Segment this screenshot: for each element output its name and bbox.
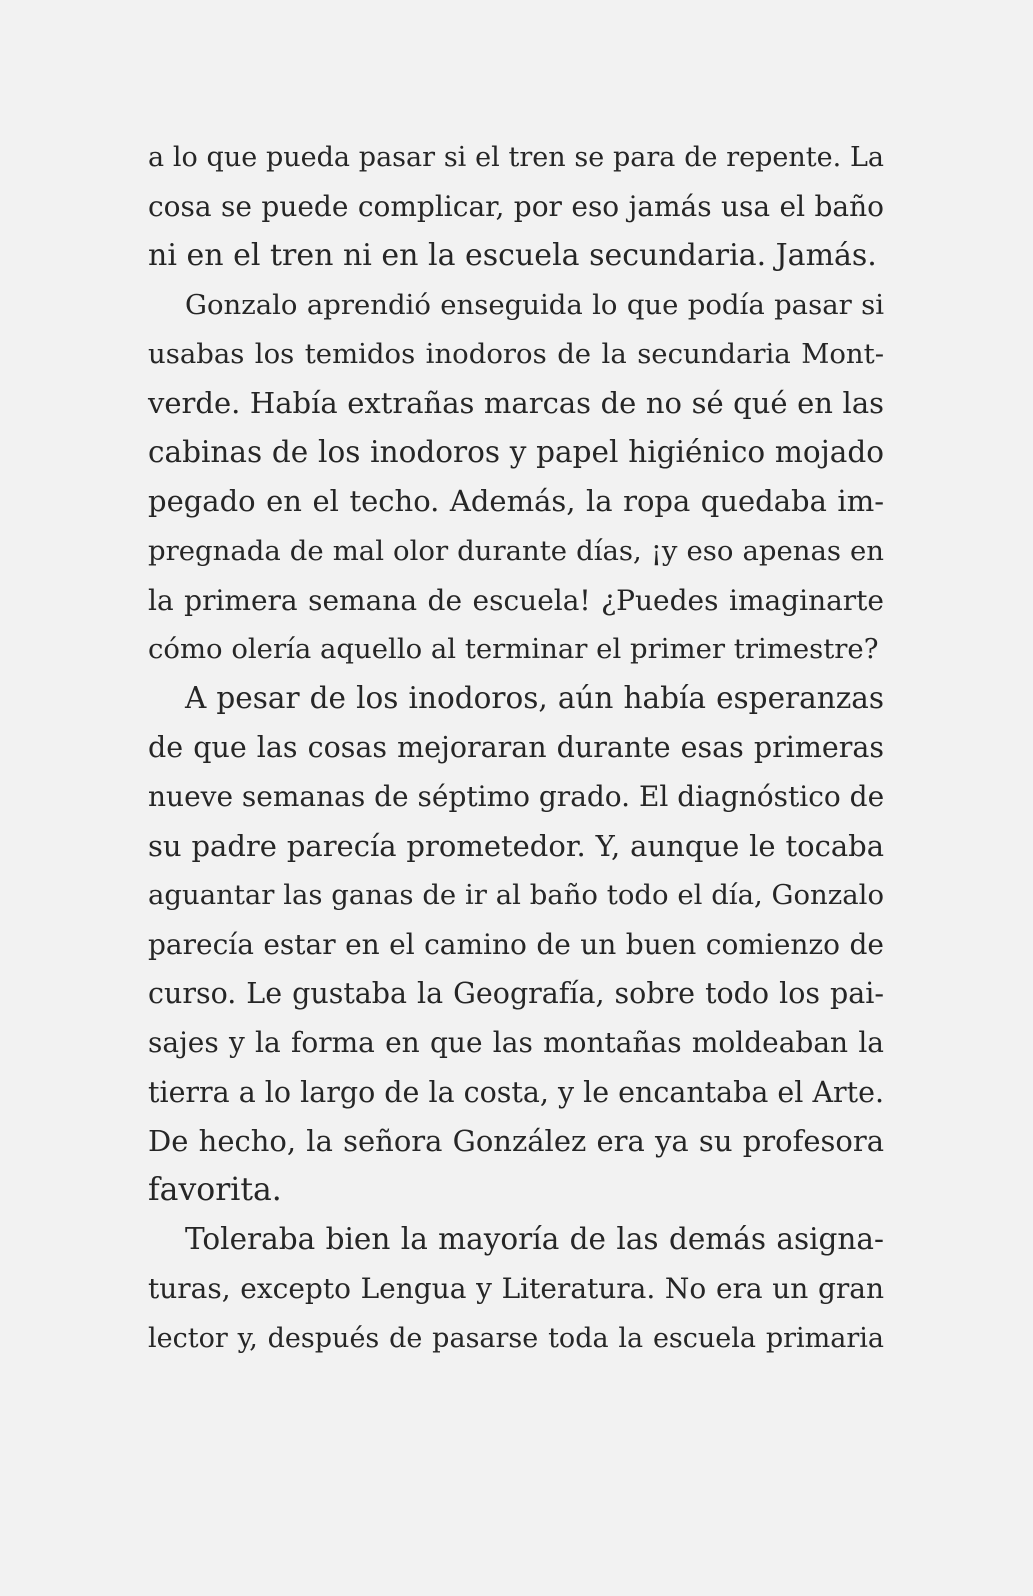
text-line: curso. Le gustaba la Geografía, sobre todo los pai- <box>148 977 884 1011</box>
body-text <box>148 133 884 1363</box>
text-line: ni en el tren ni en la escuela secundaria. Jamás. <box>148 238 877 274</box>
text-line: cabinas de los inodoros y papel higiénico mojado <box>148 435 884 470</box>
text-line: pregnada de mal olor durante días, ¡y eso apenas en <box>148 534 884 567</box>
text-line: tierra a lo largo de la costa, y le encantaba el Arte. <box>148 1075 885 1109</box>
text-line: a lo que pueda pasar si el tren se para de repente. La <box>148 142 884 173</box>
text-line: usabas los temidos inodoros de la secundaria Mont- <box>148 337 884 370</box>
text-line: De hecho, la señora González era ya su profesora <box>148 1123 884 1158</box>
text-line: nueve semanas de séptimo grado. El diagnóstico de <box>148 780 885 814</box>
text-line: cosa se puede complicar, por eso jamás usa el baño <box>148 190 884 224</box>
text-line: sajes y la forma en que las montañas moldeaban la <box>148 1026 884 1060</box>
text-line: la primera semana de escuela! ¿Puedes imaginarte <box>148 583 884 617</box>
paragraph-first-line: Gonzalo aprendió enseguida lo que podía pasar si <box>185 288 884 321</box>
text-line: verde. Había extrañas marcas de no sé qué en las <box>148 385 884 420</box>
text-line: su padre parecía prometedor. Y, aunque le tocaba <box>148 828 884 863</box>
text-line: favorita. <box>148 1171 282 1208</box>
text-line: pegado en el techo. Además, la ropa quedaba im- <box>148 484 884 519</box>
text-line: parecía estar en el camino de un buen comienzo de <box>148 928 884 961</box>
paragraph-first-line: A pesar de los inodoros, aún había esperanzas <box>185 681 884 716</box>
text-line: turas, excepto Lengua y Literatura. No era un gran <box>148 1272 884 1306</box>
text-line: aguantar las ganas de ir al baño todo el día, Gonzalo <box>148 878 884 911</box>
paragraph-first-line: Toleraba bien la mayoría de las demás asigna- <box>185 1222 884 1257</box>
text-line: de que las cosas mejoraran durante esas primeras <box>148 731 884 765</box>
text-line: cómo olería aquello al terminar el primer trimestre? <box>148 632 879 665</box>
text-line: lector y, después de pasarse toda la escuela primaria <box>148 1322 884 1354</box>
